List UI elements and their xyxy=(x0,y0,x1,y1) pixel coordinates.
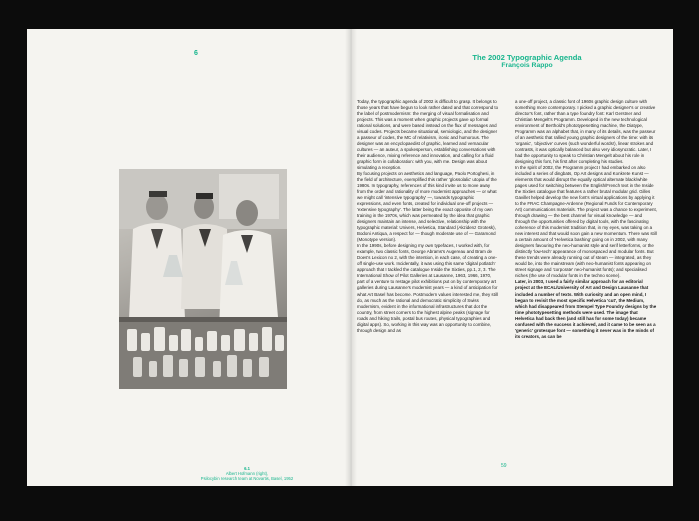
text-column-1 xyxy=(357,99,500,334)
article-title: The 2002 Typographic Agenda xyxy=(472,53,582,62)
article-header xyxy=(452,53,602,70)
column1-paragraph: Today, the typographic agenda of 2002 is difficult to grasp. It belongs to those years that have begun to look rather dated and that correspond to the label of postmodernism: the merging of visual formalisation and projects. This was a moment when graphic projects gave up formal rational solutions, and were based instead on the flux of messages and visual codes. Projects became situational, semiologic, and the designer a passeur of codes, the MC of relativism, ironic and humorous. The designer was an encyclopaedist of graphic, learned and vernacular cultures — an auteur, a spokesperson, establishing conversations with their audience, mixing reference and innovation, and calling for a fluid graphic form in collaboration: with you, with me. Design was about simulating a reception. xyxy=(357,99,499,171)
photo-lab-scientists xyxy=(119,169,287,389)
column2-paragraph: a one-off project, a classic font of 1960s graphic design culture with something more contemporary. I picked a graphic designer's or creative director's font, rather than a type foundry font: Karl Gerstner and Christian Mengelt's Programm. Developed in the new technological environment of Berthold's phototypesetting machine, the Diatype, Programm was an alphabet that, in many of its details, was the passeur of an aesthetic that rallied young graphic designers of the time: with its 'organic', 'objective' curves (such wonderful words!), linear strokes and contrasts, it was optically balanced but also very idiosyncratic. Later, I had the opportunity to speak to Christian Mengelt about his role in designing this font, his first after completing his studies. xyxy=(515,99,656,165)
book-gutter-shadow xyxy=(345,29,357,486)
column2-paragraph: In the spirit of 2002, the Programm project I had embarked on also included a series of dingbats, Op Art designs and Konkrete Kunst — elements that would disrupt the equally optical alternate black/white pages used for switching between the English/French text in the Inside the Sixties catalogue that features a rather brutal modular grid. Gilles Gavillet helped develop the new font's virtual applications by applying it to the FRAC Champagne-Ardenne (Regional Funds for Contemporary Art) communications materials. The project was a chance to experiment, through drawing — the best channel for visual knowledge — and through the opportunities offered by digital tools, with the fascinating coherence of this modernist tradition that, in my eyes, was taking on a new interest and that would soon gain a new momentum. There was still a certain amount of 'Helvetica bashing' going on in 2002, with many designers favouring the neo-humanist style and serif letterforms, or the distinctly 'low-tech' appearance of monospaced and modular fonts. But these trends were already running out of steam — integrated, as they would be, into the mainstream (with neo-humanist fonts appearing on street signage and 'corporate' neo-humanist fonts); and specialised niches (the use of modular fonts in the techno scene). xyxy=(515,165,657,279)
left-page-number: 6 xyxy=(194,50,198,57)
column1-paragraph: By focusing projects on aesthetics and language, Paolo Portoghesi, in the field of architecture, exemplified this rather 'glossolalic' utopia of the 1980s. In typography, references of this kind invite us to move away from the order and rationality of more modernist approaches — or what we might call 'intensive typography' —, towards typographic expressions, and even fonts, created for individual one-off projects — 'extensive typography'. The latter being the exact opposite of my own training in the 1970s, which was permeated by the idea that graphic designers maintain an intense, and selective, relationship with the typographic material: Univers, Helvetica, Standard (Akzidenz Grotesk), Bodoni Antiqua, a respect for — though moderate use of — Garamond (Monotype version). xyxy=(357,171,497,243)
right-page-number: 59 xyxy=(501,463,507,469)
caption-line-1: Albert Hofmann (right), xyxy=(225,471,269,477)
column1-paragraph: In the 1990s, before designing my own typefaces, I worked with, for example, two classic fonts, George Abrams's Augereau and Bram de Does's Lexicon no 2, with the intention, in each case, of creating a one-off single-use work. Incidentally, it was using this same 'digital potlatch' approach that I tackled the catalogue Inside the Sixties, pp.1, 2, 3. The International Show of Pilot Galleries at Lausanne, 1963, 1966, 1970, part of a venture to restage pilot exhibitions put on by contemporary art galleries during Lausanne's modernist years — a kind of anticipation for what Art Basel has become. Postmodern values interested me, they still do, as much as the rational and democratic simplicity of Swiss modernism, evident in the informational infrastructures that dot the country, from street corners to the highest alpine peaks (signage for roads and hiking trails, postal bus routes, physical typographies and digital apps). So, working in this way was an opportunity to combine, through design and as xyxy=(357,243,498,333)
article-author: François Rappo xyxy=(501,62,553,69)
caption-line-2: Psilocybin research team at Novartis, Basel, 1952 xyxy=(200,476,294,482)
photo-caption xyxy=(172,466,322,482)
column2-bold-paragraph: Later, in 2003, I used a fairly similar approach for an editorial project at the ECAL/University of Art and Design Lausanne that included a number of texts. With curiosity and an open mind, I began to revisit the most specific Helvetica 'cut', the Medium, which had disappeared from Stempel Type Foundry designs by the time phototypesetting methods were used. The image that Helvetica had back then (and still has for some today) became confused with the success it achieved, and it came to be seen as a 'generic' grotesque font — something it never was in the minds of its creators, as can be xyxy=(515,279,657,339)
text-column-2 xyxy=(515,99,658,340)
book-spread xyxy=(27,29,673,486)
caption-number: 6.1 xyxy=(244,466,250,471)
